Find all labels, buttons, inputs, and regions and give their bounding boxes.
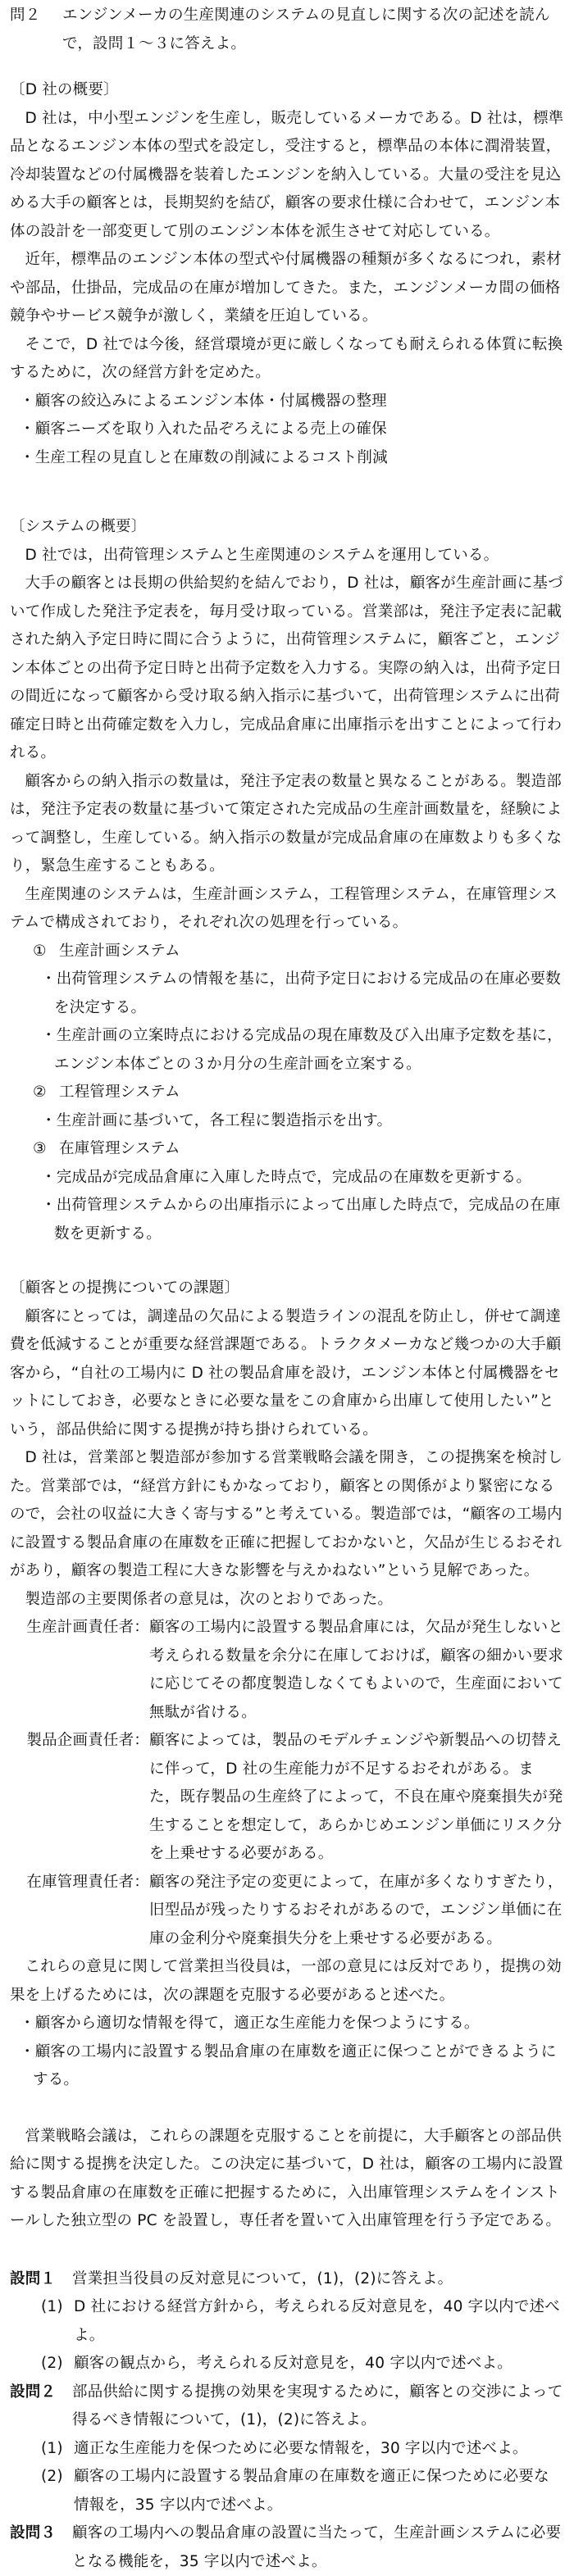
subquestion-number: (1) (41, 2298, 63, 2315)
overview-paragraph: そこで，D 社では今後，経営環境が更に厳しくなっても耐えられる体質に転換するために，次の経営方針を定めた。 (10, 335, 563, 381)
system-item-name: 工程管理システム (59, 1084, 180, 1101)
opinion-role-name: 製品企画責任者： (26, 1732, 149, 1749)
issues-paragraph: 営業戦略会議は，これらの課題を克服することを前提に，大手顧客との部品供給に関する提携を決定した。この決定に基づいて，D 社は，顧客の工場内に設置する製品倉庫の在庫数を正確に把握するために，入出庫管理システムをインストールした独立型の PC を設置し，専任者を置いて入出庫管理を行う予定である。 (10, 2127, 563, 2229)
question-text: 部品供給に関する提携の効果を実現するために，顧客との交渉によって得るべき情報について，(1)，(2)に答えよ。 (72, 2383, 563, 2428)
question-3 (10, 2519, 564, 2576)
subquestion (10, 2435, 564, 2464)
question-text: 顧客の工場内への製品倉庫の設置に当たって，生産計画システムに必要となる機能を，35 字以内で述べよ。 (72, 2524, 562, 2570)
opinion-inventory-management (10, 1869, 564, 1954)
subquestion-text: D 社における経営方針から，考えられる反対意見を，40 字以内で述べよ。 (74, 2298, 560, 2344)
system-item-bullet: ・完成品が完成品倉庫に入庫した時点で，完成品の在庫数を更新する。 (41, 1168, 532, 1186)
policy-bullet: ・顧客ニーズを取り入れた品ぞろえによる売上の確保 (20, 420, 387, 438)
overview-paragraph: D 社は，中小型エンジンを生産し，販売しているメーカである。D 社は，標準品となるエンジン本体の型式を設定し，受注すると，標準品の本体に潤滑装置，冷却装置などの付属機器を装着したエンジンを納入している。大量の受注を見込める大手の顧客とは，長期契約を結び，顧客の要求仕様に合わせて，エンジン本体の設計を一部変更して別のエンジン本体を派生させて対応している。 (10, 109, 564, 240)
question-header (10, 2, 564, 58)
subquestion-text: 顧客の工場内に設置する製品倉庫の在庫数を適正に保つために必要な情報を，35 字以内で述べよ。 (74, 2468, 549, 2514)
opinion-product-planning (10, 1727, 564, 1869)
system-item-number: ③ (33, 1140, 47, 1157)
policy-bullet: ・顧客の絞込みによるエンジン本体・付属機器の整理 (20, 392, 387, 410)
system-item-bullet: ・出荷管理システムの情報を基に，出荷予定日における完成品の在庫必要数を決定する。 (41, 970, 561, 1016)
issue-bullet: ・顧客から適切な情報を得て，適正な生産能力を保つようにする。 (20, 2015, 480, 2032)
subquestion-number: (2) (41, 2468, 63, 2485)
question-header-text: エンジンメーカの生産関連のシステムの見直しに関する次の記述を読んで，設問１～３に答えよ。 (62, 7, 550, 52)
overview-title: 〔D 社の概要〕 (10, 81, 119, 98)
system-item-number: ① (33, 942, 47, 960)
policy-bullet: ・生産工程の見直しと在庫数の削減によるコスト削減 (20, 448, 388, 466)
spacer (10, 58, 564, 76)
system-item-bullet: ・出荷管理システムからの出庫指示によって出庫した時点で，完成品の在庫数を更新する。 (41, 1197, 561, 1243)
question-header-label: 問２ (10, 7, 41, 24)
system-item-bullet: ・生産計画の立案時点における完成品の現在庫数及び入出庫予定数を基に，エンジン本体ごとの３か月分の生産計画を立案する。 (41, 1027, 563, 1073)
system-item-name: 在庫管理システム (59, 1140, 180, 1157)
spacer (10, 1248, 564, 1274)
spacer (10, 472, 564, 513)
issue-bullet: ・顧客の工場内に設置する製品倉庫の在庫数を適正に保つことができるようにする。 (20, 2042, 557, 2088)
system-paragraph: D 社では，出荷管理システムと生産関連のシステムを運用している。 (25, 546, 499, 564)
spacer (10, 2095, 564, 2123)
issues-paragraph: これらの意見に関して営業担当役員は，一部の意見には反対であり，提携の効果を上げるためには，次の課題を克服する必要があると述べた。 (10, 1958, 563, 2004)
question-2 (10, 2378, 564, 2435)
question-text: 営業担当役員の反対意見について，(1)，(2)に答えよ。 (72, 2269, 453, 2288)
subquestion (10, 2463, 564, 2519)
system-item-bullet: ・生産計画に基づいて，各工程に製造指示を出す。 (41, 1111, 393, 1129)
opinion-role-text: 顧客の発注予定の変更によって，在庫が多くなりすぎたり，旧型品が残ったりするおそれがあるので，エンジン単価に在庫の金利分や廃棄損失分を上乗せする必要がある。 (149, 1873, 563, 1947)
question-label: 設問３ (10, 2524, 57, 2542)
system-paragraph: 大手の顧客とは長期の供給契約を結んでおり，D 社は，顧客が生産計画に基づいて作成した発注予定表を，毎月受け取っている。営業部は，発注予定表に記載された納入予定日時に間に合うように，出荷管理システムに，顧客ごと，エンジン本体ごとの出荷予定日時と出荷予定数を入力する。実際の納入は，出荷予定日の間近になって顧客から受け取る納入指示に基づいて，出荷管理システムに出荷確定日時と出荷確定数を入力し，完成品倉庫に出庫指示を出すことによって行われる。 (10, 575, 563, 761)
subquestion (10, 2350, 564, 2378)
system-title: 〔システムの概要〕 (10, 518, 147, 535)
system-item-name: 生産計画システム (59, 942, 180, 960)
issues-paragraph: D 社は，営業部と製造部が参加する営業戦略会議を開き，この提携案を検討した。営業部では，“経営方針にもかなっており，顧客との関係がより緊密になるので，会社の収益に大きく寄与する”と考えている。製造部では，“顧客の工場内に設置する製品倉庫の在庫数を正確に把握しておかないと，欠品が生じるおそれがあり，顧客の製造工程に大きな影響を与えかねない”という見解であった。 (10, 1449, 563, 1579)
question-label: 設問２ (10, 2383, 57, 2401)
subquestion-text: 顧客の観点から，考えられる反対意見を，40 字以内で述べよ。 (74, 2355, 512, 2372)
subquestion (10, 2293, 564, 2350)
overview-paragraph: 近年，標準品のエンジン本体の型式や付属機器の種類が多くなるにつれ，素材や部品，仕掛品，完成品の在庫が増加してきた。また，エンジンメーカ間の価格競争やサービス競争が激しく，業績を圧迫している。 (10, 251, 562, 325)
opinion-role-text: 顧客の工場内に設置する製品倉庫には，欠品が発生しないと考えられる数量を余分に在庫しておけば，顧客の細かい要求に応じてその都度製造しなくてもよいので，生産面において無駄が省ける。 (149, 1619, 563, 1721)
system-item-2 (10, 1079, 564, 1107)
issues-title: 〔顧客との提携についての課題〕 (10, 1279, 240, 1297)
opinion-role-text: 顧客によっては，製品のモデルチェンジや新製品への切替えに伴って，D 社の生産能力が不足するおそれがある。また，既存製品の生産終了によって，不良在庫や廃棄損失が発生することを想定して，あらかじめエンジン単価にリスク分を上乗せする必要がある。 (149, 1732, 563, 1862)
system-item-3 (10, 1135, 564, 1164)
question-label: 設問１ (10, 2269, 57, 2288)
opinion-role-name: 在庫管理責任者： (26, 1873, 149, 1891)
issues-paragraph: 顧客にとっては，調達品の欠品による製造ラインの混乱を防止し，併せて調達費を低減することが重要な経営課題である。トラクタメーカなど幾つかの大手顧客から，“自社の工場内に D 社の製品倉庫を設け，エンジン本体と付属機器をセットにしておき，必要なときに必要な量をこの倉庫から出庫して使用したい”という，部品供給に関する提携が持ち掛けられている。 (10, 1307, 562, 1438)
system-paragraph: 生産関連のシステムは，生産計画システム，工程管理システム，在庫管理システムで構成されており，それぞれ次の処理を行っている。 (10, 885, 558, 931)
subquestion-number: (2) (41, 2355, 63, 2372)
spacer (10, 2236, 564, 2265)
subquestion-number: (1) (41, 2439, 63, 2457)
subquestion-text: 適正な生産能力を保つために必要な情報を，30 字以内で述べよ。 (74, 2439, 528, 2457)
question-1 (10, 2265, 564, 2294)
opinion-role-name: 生産計画責任者： (26, 1619, 149, 1636)
issues-paragraph: 製造部の主要関係者の意見は，次のとおりであった。 (25, 1590, 394, 1608)
opinion-production-planning (10, 1614, 564, 1727)
system-item-1 (10, 938, 564, 966)
system-paragraph: 顧客からの納入指示の数量は，発注予定表の数量と異なることがある。製造部は，発注予定表の数量に基づいて策定された完成品の生産計画数量を，経験によって調整し，生産している。納入指示の数量が完成品倉庫の在庫数よりも多くなり，緊急生産することもある。 (10, 772, 563, 875)
system-item-number: ② (33, 1084, 47, 1101)
